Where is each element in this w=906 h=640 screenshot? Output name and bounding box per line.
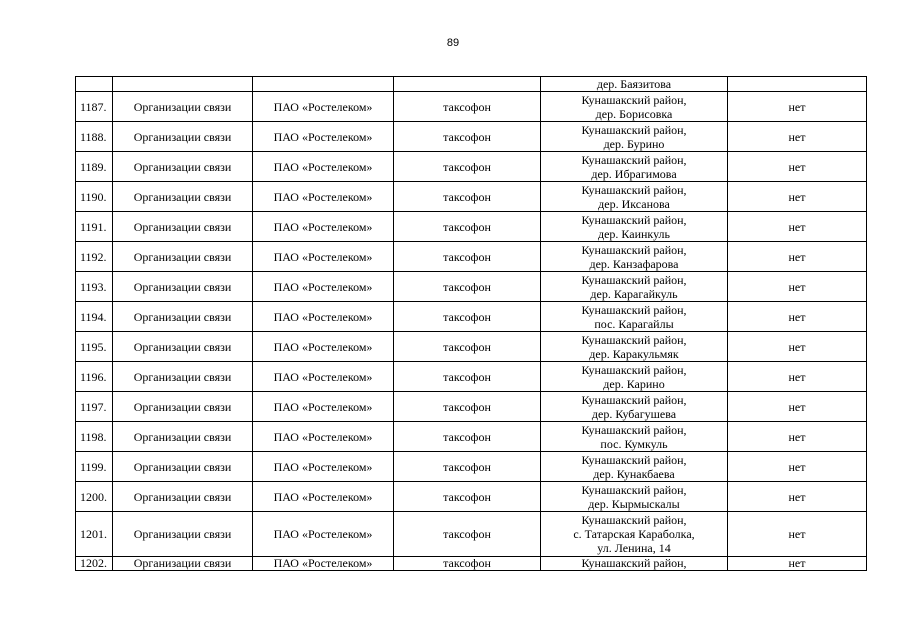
category-cell: Организации связи (113, 122, 253, 152)
address-cell (541, 422, 728, 452)
address-line: Кунашакский район, (581, 272, 687, 287)
address-line: дер. Баязитова (596, 77, 672, 91)
address-cell (541, 92, 728, 122)
category-cell: Организации связи (113, 362, 253, 392)
row-number-cell: 1199. (76, 452, 113, 482)
address-cell (541, 182, 728, 212)
category-cell: Организации связи (113, 242, 253, 272)
address-line: дер. Кубагушева (591, 406, 677, 421)
address-line: Кунашакский район, (581, 152, 687, 167)
address-cell (541, 242, 728, 272)
object-type-cell: таксофон (394, 482, 541, 512)
row-number-cell: 1192. (76, 242, 113, 272)
table-row (76, 272, 867, 302)
status-cell: нет (728, 242, 867, 272)
row-number-cell: 1189. (76, 152, 113, 182)
category-cell: Организации связи (113, 182, 253, 212)
category-cell: Организации связи (113, 512, 253, 557)
organization-cell: ПАО «Ростелеком» (253, 212, 394, 242)
status-cell: нет (728, 422, 867, 452)
address-cell (541, 512, 728, 557)
table-body (76, 77, 867, 571)
status-cell: нет (728, 512, 867, 557)
address-cell (541, 482, 728, 512)
status-cell: нет (728, 302, 867, 332)
address-line: дер. Канзафарова (589, 256, 679, 271)
table-row (76, 77, 867, 92)
address-cell (541, 212, 728, 242)
object-type-cell: таксофон (394, 272, 541, 302)
category-cell: Организации связи (113, 557, 253, 571)
address-line: дер. Иксанова (598, 196, 670, 211)
address-line: Кунашакский район, (581, 482, 687, 497)
address-line: дер. Каракульмяк (589, 346, 679, 361)
status-cell (728, 77, 867, 92)
row-number-cell: 1195. (76, 332, 113, 362)
status-cell: нет (728, 152, 867, 182)
table-row (76, 92, 867, 122)
address-line: дер. Каинкуль (597, 226, 671, 241)
object-type-cell: таксофон (394, 152, 541, 182)
address-line: пос. Карагайлы (594, 316, 674, 331)
organization-cell: ПАО «Ростелеком» (253, 332, 394, 362)
table-row (76, 212, 867, 242)
object-type-cell: таксофон (394, 182, 541, 212)
object-type-cell: таксофон (394, 122, 541, 152)
address-line: Кунашакский район, (581, 513, 687, 527)
address-line: дер. Карино (603, 376, 665, 391)
row-number-cell: 1197. (76, 392, 113, 422)
row-number-cell: 1198. (76, 422, 113, 452)
address-cell (541, 77, 728, 92)
object-type-cell: таксофон (394, 302, 541, 332)
organization-cell: ПАО «Ростелеком» (253, 302, 394, 332)
address-line: дер. Ибрагимова (591, 166, 677, 181)
category-cell: Организации связи (113, 332, 253, 362)
object-type-cell: таксофон (394, 422, 541, 452)
object-type-cell: таксофон (394, 332, 541, 362)
address-cell (541, 332, 728, 362)
category-cell: Организации связи (113, 92, 253, 122)
object-type-cell: таксофон (394, 392, 541, 422)
status-cell: нет (728, 272, 867, 302)
address-line: Кунашакский район, (581, 302, 687, 317)
status-cell: нет (728, 332, 867, 362)
table-row (76, 242, 867, 272)
organization-cell: ПАО «Ростелеком» (253, 422, 394, 452)
address-cell (541, 152, 728, 182)
table-row (76, 152, 867, 182)
organization-cell: ПАО «Ростелеком» (253, 182, 394, 212)
organization-cell: ПАО «Ростелеком» (253, 452, 394, 482)
row-number-cell: 1193. (76, 272, 113, 302)
address-line: дер. Бурино (603, 136, 665, 151)
row-number-cell: 1191. (76, 212, 113, 242)
address-cell (541, 362, 728, 392)
organization-cell: ПАО «Ростелеком» (253, 362, 394, 392)
table-row (76, 362, 867, 392)
table-row (76, 392, 867, 422)
row-number-cell: 1200. (76, 482, 113, 512)
organization-cell: ПАО «Ростелеком» (253, 392, 394, 422)
address-line: дер. Борисовка (595, 106, 673, 121)
status-cell: нет (728, 212, 867, 242)
organization-cell: ПАО «Ростелеком» (253, 242, 394, 272)
status-cell: нет (728, 482, 867, 512)
address-line: Кунашакский район, (581, 392, 687, 407)
table-row (76, 557, 867, 571)
category-cell (113, 77, 253, 92)
category-cell: Организации связи (113, 482, 253, 512)
object-type-cell (394, 77, 541, 92)
status-cell: нет (728, 362, 867, 392)
address-line: с. Татарская Караболка, (573, 527, 695, 541)
address-cell (541, 122, 728, 152)
status-cell: нет (728, 92, 867, 122)
table-row (76, 482, 867, 512)
organization-cell: ПАО «Ростелеком» (253, 272, 394, 302)
category-cell: Организации связи (113, 212, 253, 242)
row-number-cell: 1202. (76, 557, 113, 571)
address-cell (541, 452, 728, 482)
status-cell: нет (728, 392, 867, 422)
address-line: ул. Ленина, 14 (597, 541, 671, 555)
row-number-cell: 1196. (76, 362, 113, 392)
status-cell: нет (728, 122, 867, 152)
organization-cell: ПАО «Ростелеком» (253, 92, 394, 122)
address-line: Кунашакский район, (581, 556, 687, 570)
organization-cell: ПАО «Ростелеком» (253, 122, 394, 152)
object-type-cell: таксофон (394, 242, 541, 272)
status-cell: нет (728, 452, 867, 482)
object-type-cell: таксофон (394, 92, 541, 122)
address-line: Кунашакский район, (581, 182, 687, 197)
document-table (75, 76, 867, 571)
organization-cell: ПАО «Ростелеком» (253, 512, 394, 557)
object-type-cell: таксофон (394, 512, 541, 557)
table-row (76, 122, 867, 152)
address-cell (541, 392, 728, 422)
organization-cell: ПАО «Ростелеком» (253, 557, 394, 571)
object-type-cell: таксофон (394, 452, 541, 482)
category-cell: Организации связи (113, 152, 253, 182)
table-row (76, 422, 867, 452)
table-row (76, 302, 867, 332)
category-cell: Организации связи (113, 452, 253, 482)
address-line: Кунашакский район, (581, 422, 687, 437)
table-row (76, 182, 867, 212)
row-number-cell: 1194. (76, 302, 113, 332)
page-number: 89 (446, 37, 460, 49)
object-type-cell: таксофон (394, 212, 541, 242)
organization-cell: ПАО «Ростелеком» (253, 482, 394, 512)
address-line: Кунашакский район, (581, 212, 687, 227)
address-line: дер. Карагайкуль (590, 286, 678, 301)
address-line: Кунашакский район, (581, 122, 687, 137)
address-line: Кунашакский район, (581, 362, 687, 377)
address-cell (541, 557, 728, 571)
address-line: Кунашакский район, (581, 332, 687, 347)
row-number-cell: 1190. (76, 182, 113, 212)
row-number-cell: 1188. (76, 122, 113, 152)
category-cell: Организации связи (113, 422, 253, 452)
address-line: Кунашакский район, (581, 92, 687, 107)
address-line: Кунашакский район, (581, 242, 687, 257)
address-cell (541, 272, 728, 302)
row-number-cell: 1201. (76, 512, 113, 557)
table-row (76, 512, 867, 557)
object-type-cell: таксофон (394, 362, 541, 392)
address-line: дер. Кунакбаева (593, 466, 675, 481)
table-row (76, 452, 867, 482)
category-cell: Организации связи (113, 302, 253, 332)
row-number-cell (76, 77, 113, 92)
address-line: Кунашакский район, (581, 452, 687, 467)
status-cell: нет (728, 557, 867, 571)
row-number-cell: 1187. (76, 92, 113, 122)
organization-cell (253, 77, 394, 92)
address-cell (541, 302, 728, 332)
status-cell: нет (728, 182, 867, 212)
address-line: пос. Кумкуль (600, 436, 668, 451)
object-type-cell: таксофон (394, 557, 541, 571)
category-cell: Организации связи (113, 392, 253, 422)
table-row (76, 332, 867, 362)
category-cell: Организации связи (113, 272, 253, 302)
address-line: дер. Кырмыскалы (588, 496, 680, 511)
organization-cell: ПАО «Ростелеком» (253, 152, 394, 182)
